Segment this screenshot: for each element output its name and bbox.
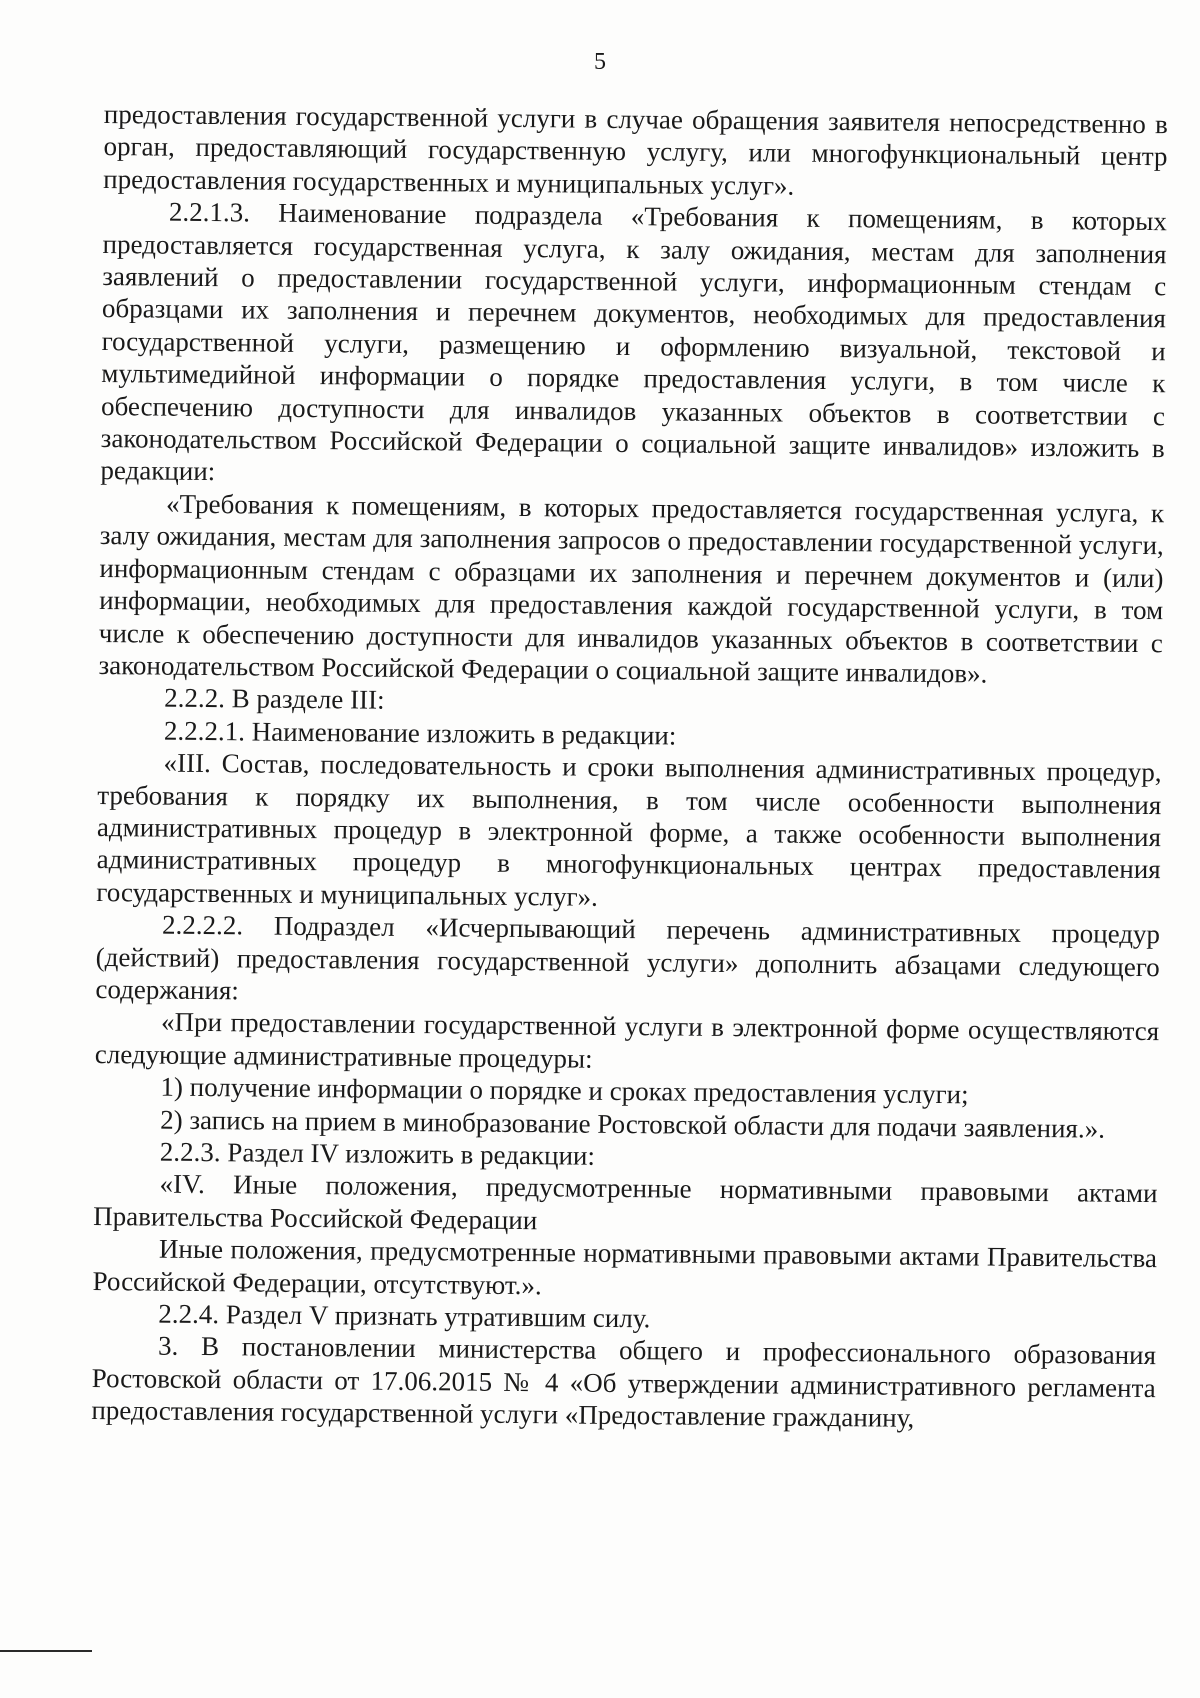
paragraph-2-2-2-2: 2.2.2.2. Подраздел «Исчерпывающий перечень административных процедур (действий) предоставления государственной услуги» дополнить абзацами следующего содержания: (95, 909, 1161, 1006)
paragraph-electronic-procedures: «При предоставлении государственной услуги в электронной форме осуществляются следующие административные процедуры: (94, 1006, 1160, 1074)
paragraph-2-2-2: 2.2.2. В разделе III: (164, 682, 385, 716)
paragraph-2-2-1-3: 2.2.1.3. Наименование подраздела «Требования к помещениям, в которых предоставляется государственная услуга, к залу ожидания, местам для заполнения заявлений о предоставлении государственной услуги, информационным стендам с образцами их заполнения и перечнем документов, необходимых для предоставления государственной услуги, размещению и оформлению визуальной, текстовой и мультимедийной информации о порядке предоставления услуги, в том числе к обеспечению доступности для инвалидов указанных объектов в соответствии с законодательством Российской Федерации о социальной защите инвалидов» изложить в редакции: (100, 196, 1168, 487)
document-body (91, 98, 1168, 1437)
paragraph-section-iii-title: «III. Состав, последовательность и сроки выполнения административных процедур, требования к порядку их выполнения, в том числе особенности выполнения административных процедур в электронной форме, а также особенности выполнения административных процедур в многофункциональных центрах предоставления государственных и муниципальных услуг». (96, 747, 1162, 912)
paragraph-2-2-2-1: 2.2.2.1. Наименование изложить в редакции: (163, 715, 677, 751)
paragraph-list-item-1: 1) получение информации о порядке и сроках предоставления услуги; (160, 1071, 969, 1110)
paragraph-item-3: 3. В постановлении министерства общего и профессионального образования Ростовской области от 17.06.2015 № 4 «Об утверждении административного регламента предоставления государственной услуги «Предоставление гражданину, (91, 1331, 1157, 1434)
paragraph-continuation: предоставления государственной услуги в случае обращения заявителя непосредственно в орган, предоставляющий государственную услугу, или многофункциональный центр предоставления государственных и муниципальных услуг». (103, 98, 1168, 201)
page-number: 5 (594, 49, 606, 75)
scan-edge-line (0, 1650, 92, 1652)
paragraph-list-item-2: 2) запись на прием в минобразование Ростовской области для подачи заявления.». (160, 1104, 1106, 1144)
paragraph-2-2-4: 2.2.4. Раздел V признать утратившим силу. (158, 1298, 651, 1334)
paragraph-section-iv-title: «IV. Иные положения, предусмотренные нормативными правовыми актами Правительства Российской Федерации (93, 1168, 1158, 1236)
paragraph-2-2-3: 2.2.3. Раздел IV изложить в редакции: (159, 1136, 596, 1171)
paragraph-quoted-requirements: «Требования к помещениям, в которых предоставляется государственная услуга, к залу ожидания, местам для заполнения запросов о предоставлении государственной услуги, информационным стендам с образцами их заполнения и перечнем документов и (или) информации, необходимых для предоставления каждой государственной услуги, в том числе к обеспечению доступности для инвалидов указанных объектов в соответствии с законодательством Российской Федерации о социальной защите инвалидов». (98, 488, 1165, 689)
paragraph-section-iv-body: Иные положения, предусмотренные нормативными правовыми актами Правительства Российской Федерации, отсутствуют.». (92, 1233, 1158, 1300)
